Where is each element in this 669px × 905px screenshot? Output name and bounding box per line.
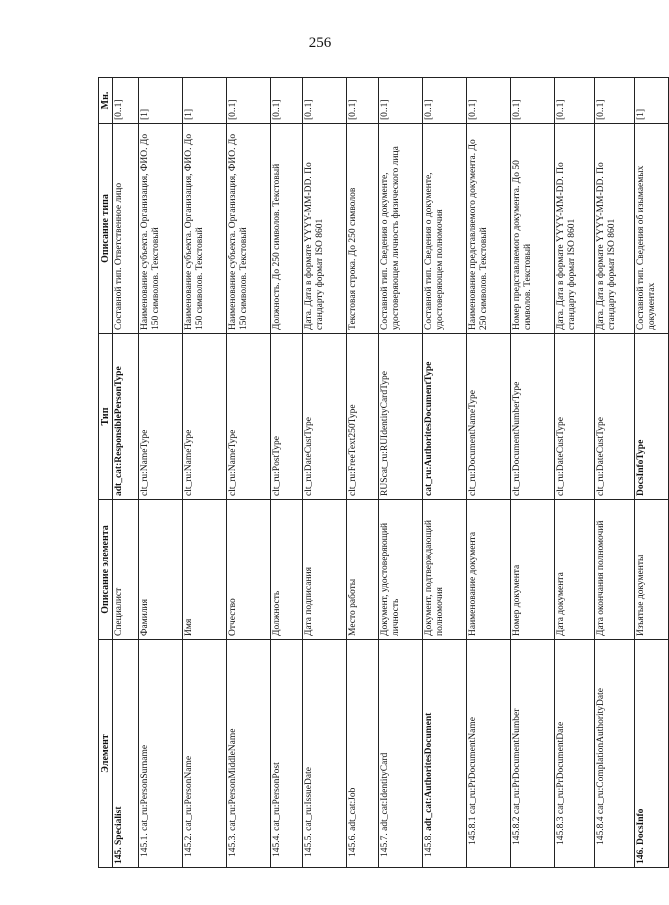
cell-type: clt_ru:NameType [183, 334, 227, 500]
row-number: 145.8.2 [512, 816, 522, 845]
cell-type-description: Составной тип. Сведения о документе, удостоверяющем личность физического лица [379, 124, 423, 334]
table-row [227, 78, 271, 868]
table-row [139, 78, 183, 868]
row-number: 145.1. [140, 833, 150, 857]
cell-type-description: Наименование представляемого документа. До 250 символов. Текстовый [467, 124, 511, 334]
cell-type: RUScat_ru:RUIdentityCardType [379, 334, 423, 500]
cell-type-description: Наименование субъекта. Организация, ФИО. До 150 символов. Текстовый [139, 124, 183, 334]
cell-description: Дата подписания [303, 500, 347, 640]
cell-type: clt_ru:NameType [227, 334, 271, 500]
cell-element [511, 640, 555, 868]
cell-description: Дата окончания полномочий [595, 500, 635, 640]
table-row [595, 78, 635, 868]
row-number: 146. [636, 847, 646, 864]
element-name: cat_ru:IssueDate [304, 767, 314, 834]
row-number: 145.8.3 [556, 816, 566, 845]
table-row [271, 78, 303, 868]
element-name: Specialist [114, 806, 124, 848]
cell-type-description: Наименование субъекта. Организация, ФИО. До 150 символов. Текстовый [227, 124, 271, 334]
cell-multiplicity: [0..1] [423, 78, 467, 124]
cell-element [635, 640, 669, 868]
element-name: DocsInfo [636, 808, 646, 848]
row-number: 145.3. [228, 833, 238, 857]
row-number: 145.8.4 [596, 816, 606, 845]
element-name: cat_ru:PersonSurname [140, 744, 150, 834]
cell-element [271, 640, 303, 868]
cell-element [379, 640, 423, 868]
cell-type-description: Составной тип. Ответственное лицо [113, 124, 139, 334]
table-header-row [99, 78, 113, 868]
element-name: adt_cat:IdentityCard [380, 752, 390, 834]
row-number: 145.7. [380, 833, 390, 857]
row-number: 145.4. [272, 833, 282, 857]
element-name: adt_cat:Job [348, 787, 358, 834]
cell-type-description: Номер представляемого документа. До 50 символов. Текстовый [511, 124, 555, 334]
cell-description: Документ, подтверждающий полномочия [423, 500, 467, 640]
cell-element [113, 640, 139, 868]
cell-multiplicity: [0..1] [227, 78, 271, 124]
cell-type: clt_ru:PostType [271, 334, 303, 500]
cell-description: Номер документа [511, 500, 555, 640]
cell-type: clt_ru:DocumentNumberType [511, 334, 555, 500]
cell-element [347, 640, 379, 868]
cell-multiplicity: [0..1] [303, 78, 347, 124]
cell-type-description: Текстовая строка. До 250 символов [347, 124, 379, 334]
table-row [635, 78, 669, 868]
element-name: cat_ru:PrDocumentDate [556, 721, 566, 817]
cell-type-description: Дата. Дата в формате YYYY-MM-DD. По стандарту формат ISO 8601 [555, 124, 595, 334]
cell-type: clt_ru:NameType [139, 334, 183, 500]
row-number: 145. [114, 847, 124, 864]
table-row [511, 78, 555, 868]
cell-element [595, 640, 635, 868]
cell-element [303, 640, 347, 868]
cell-element [555, 640, 595, 868]
cell-multiplicity: [0..1] [379, 78, 423, 124]
row-number: 145.8.1 [468, 816, 478, 845]
row-number: 145.6. [348, 833, 358, 857]
page-number: 256 [308, 35, 332, 51]
cell-multiplicity: [1] [635, 78, 669, 124]
cell-element [183, 640, 227, 868]
table-row [113, 78, 139, 868]
table-row [303, 78, 347, 868]
element-name: cat_ru:PersonMiddleName [228, 728, 238, 834]
table-row [347, 78, 379, 868]
cell-type-description: Дата. Дата в формате YYYY-MM-DD. По стандарту формат ISO 8601 [595, 124, 635, 334]
cell-description: Дата документа [555, 500, 595, 640]
cell-type-description: Дата. Дата в формате YYYY-MM-DD. По стандарту формат ISO 8601 [303, 124, 347, 334]
cell-multiplicity: [0..1] [555, 78, 595, 124]
cell-description: Документ, удостоверяющий личность [379, 500, 423, 640]
cell-element [227, 640, 271, 868]
row-number: 145.8. [424, 833, 434, 857]
cell-multiplicity: [1] [139, 78, 183, 124]
header-description: Описание элемента [99, 500, 113, 640]
table-row [555, 78, 595, 868]
cell-type: clt_ru:DateCustType [595, 334, 635, 500]
cell-multiplicity: [0..1] [113, 78, 139, 124]
table-row [467, 78, 511, 868]
cell-description: Должность [271, 500, 303, 640]
cell-description: Место работы [347, 500, 379, 640]
cell-type-description: Наименование субъекта. Организация, ФИО. До 150 символов. Текстовый [183, 124, 227, 334]
row-number: 145.5. [304, 833, 314, 857]
table-row [379, 78, 423, 868]
header-type-description: Описание типа [99, 124, 113, 334]
cell-description: Фамилия [139, 500, 183, 640]
cell-type: clt_ru:DateCustType [303, 334, 347, 500]
cell-multiplicity: [0..1] [467, 78, 511, 124]
header-type: Тип [99, 334, 113, 500]
cell-type-description: Составной тип. Сведения об изымаемых документах [635, 124, 669, 334]
cell-description: Наименование документа [467, 500, 511, 640]
table-row [183, 78, 227, 868]
rotated-table-area [98, 78, 657, 868]
header-element: Элемент [99, 640, 113, 868]
table-row [423, 78, 467, 868]
element-table [98, 77, 669, 868]
cell-type: cat_ru:AuthoritesDocumentType [423, 334, 467, 500]
cell-description: Имя [183, 500, 227, 640]
element-name: adt_cat:AuthoritesDocument [424, 712, 434, 834]
cell-multiplicity: [1] [183, 78, 227, 124]
element-name: cat_ru:PersonPost [272, 762, 282, 834]
cell-multiplicity: [0..1] [271, 78, 303, 124]
element-name: cat_ru:PrDocumentName [468, 717, 478, 817]
cell-type: adt_cat:ResponsiblePersonType [113, 334, 139, 500]
cell-element [467, 640, 511, 868]
element-name: cat_ru:PrDocumentNumber [512, 708, 522, 817]
cell-multiplicity: [0..1] [595, 78, 635, 124]
cell-description: Специалист [113, 500, 139, 640]
cell-description: Отчество [227, 500, 271, 640]
cell-element [139, 640, 183, 868]
cell-multiplicity: [0..1] [347, 78, 379, 124]
element-name: cat_ru:PersonName [184, 755, 194, 834]
cell-type: clt_ru:FreeText250Type [347, 334, 379, 500]
cell-type-description: Составной тип. Сведения о документе, удостоверяющем полномочия [423, 124, 467, 334]
cell-type-description: Должность. До 250 символов. Текстовый [271, 124, 303, 334]
row-number: 145.2. [184, 833, 194, 857]
cell-type: clt_ru:DateCustType [555, 334, 595, 500]
header-multiplicity: Мн. [99, 78, 113, 124]
cell-multiplicity: [0..1] [511, 78, 555, 124]
cell-element [423, 640, 467, 868]
cell-description: Изъятые документы [635, 500, 669, 640]
element-name: cat_ru:ComplationAuthorityDate [596, 688, 606, 817]
cell-type: clt_ru:DocumentNameType [467, 334, 511, 500]
cell-type: DocsInfoType [635, 334, 669, 500]
rotated-table-frame [98, 78, 657, 868]
